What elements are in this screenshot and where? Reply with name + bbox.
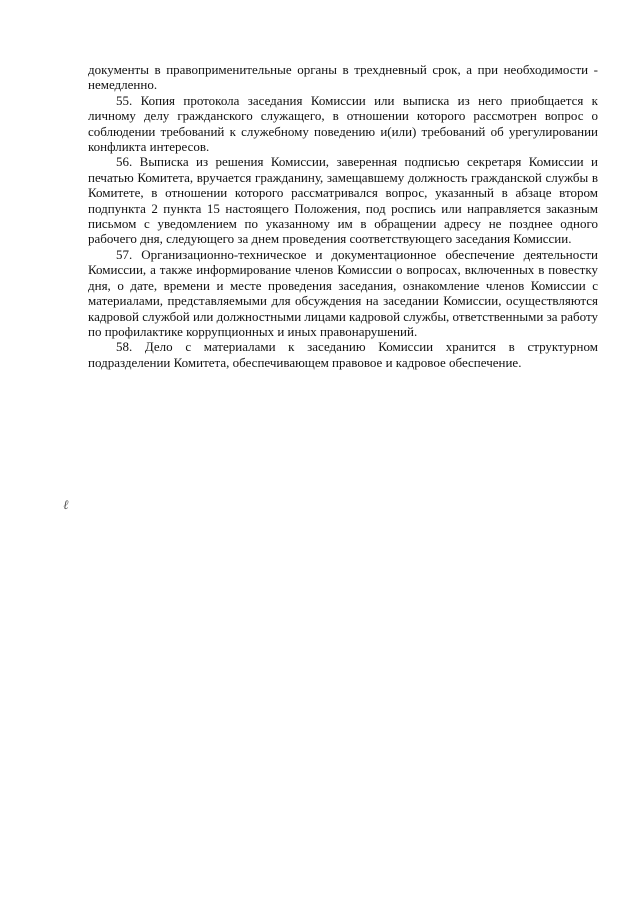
paragraph-continuation: документы в правоприменительные органы в трехдневный срок, а при необходимости - немедленно. (88, 62, 598, 93)
paragraph-57: 57. Организационно-техническое и документационное обеспечение деятельности Комиссии, а также информирование членов Комиссии о вопросах, включенных в повестку дня, о дате, времени и месте проведения заседания, ознакомление членов Комиссии с материалами, представляемыми для обсуждения на заседании Комиссии, осуществляются кадровой службой или должностными лицами кадровой службы, ответственными за работу по профилактике коррупционных и иных правонарушений. (88, 246, 598, 339)
paragraph-55: 55. Копия протокола заседания Комиссии или выписка из него приобщается к личному делу гражданского служащего, в отношении которого рассмотрен вопрос о соблюдении требований к служебному поведению и(или) требований об урегулировании конфликта интересов. (88, 92, 598, 155)
document-body (88, 62, 598, 370)
paragraph-58: 58. Дело с материалами к заседанию Комиссии хранится в структурном подразделении Комитета, обеспечивающем правовое и кадровое обеспечение. (88, 339, 598, 370)
stray-pen-mark: ℓ (63, 497, 69, 512)
paragraph-56: 56. Выписка из решения Комиссии, заверенная подписью секретаря Комиссии и печатью Комитета, вручается гражданину, замещавшему должность гражданской службы в Комитете, в отношении которого рассматривался вопрос, указанный в абзаце втором подпункта 2 пункта 15 настоящего Положения, под роспись или направляется заказным письмом с уведомлением по указанному им в обращении адресу не позднее одного рабочего дня, следующего за днем проведения соответствующего заседания Комиссии. (88, 154, 598, 247)
